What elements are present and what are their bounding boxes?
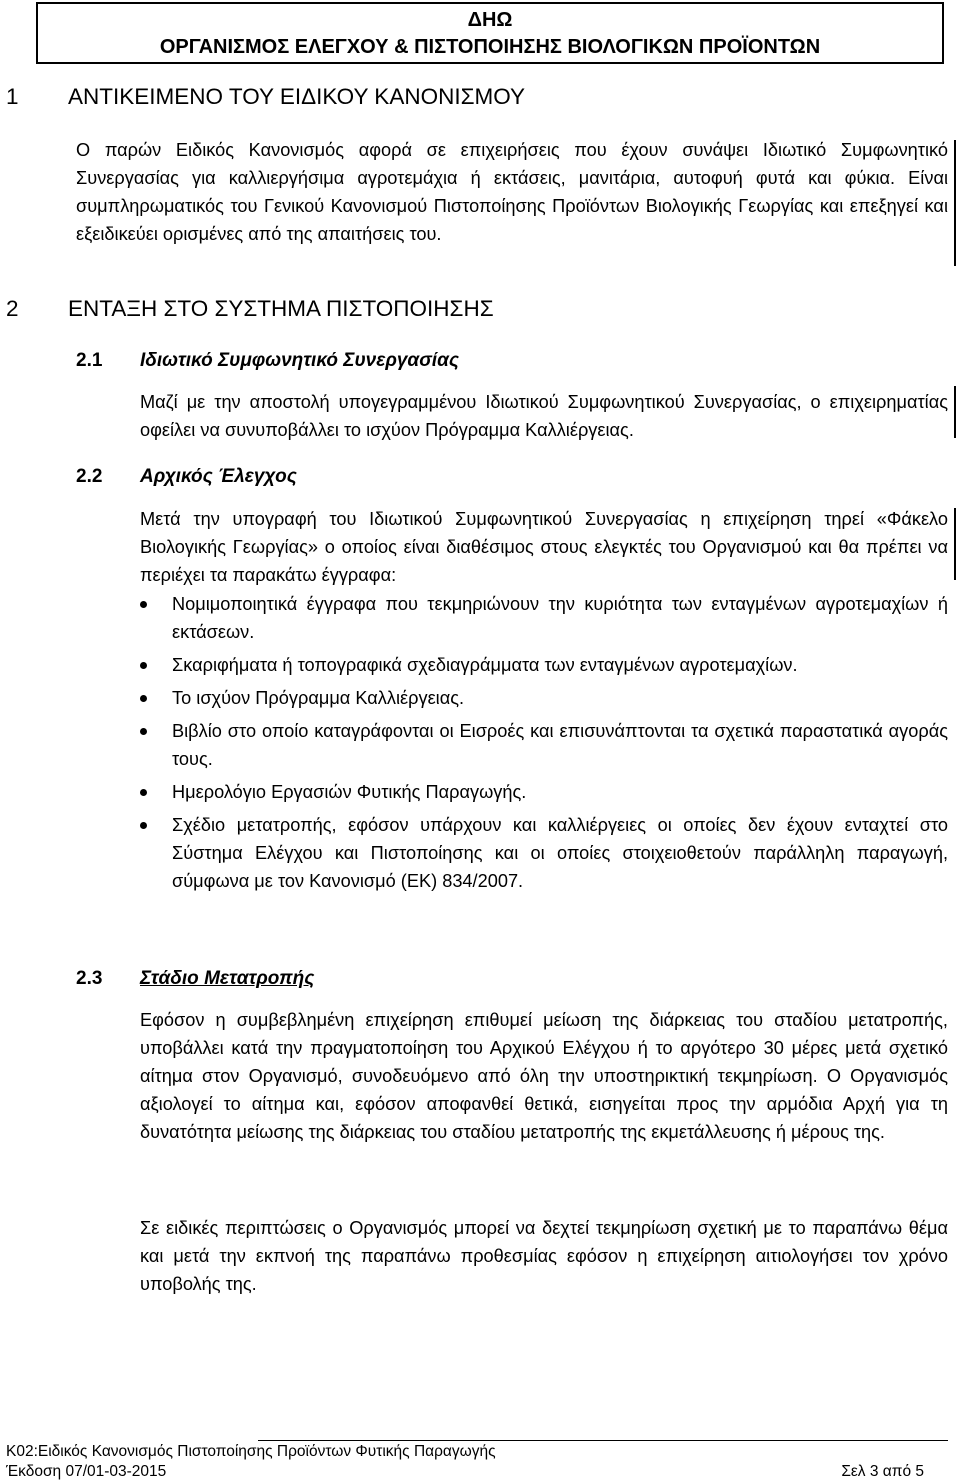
section-2-2-body: Μετά την υπογραφή του Ιδιωτικού Συμφωνητικού Συνεργασίας η επιχείρηση τηρεί «Φάκελο Βιολογικής Γεωργίας» ο οποίος είναι διαθέσιμος στους ελεγκτές του Οργανισμού και θα πρέπει να περιέχει τα παρακάτω έγγραφα: bbox=[140, 509, 948, 585]
section-2-1-title: Ιδιωτικό Συμφωνητικό Συνεργασίας bbox=[140, 350, 459, 371]
section-1-title: ΑΝΤΙΚΕΙΜΕΝΟ ΤΟΥ ΕΙΔΙΚΟΥ ΚΑΝΟΝΙΣΜΟΥ bbox=[68, 84, 526, 109]
section-1-body: Ο παρών Ειδικός Κανονισμός αφορά σε επιχειρήσεις που έχουν συνάψει Ιδιωτικό Συμφωνητικό Συνεργασίας για καλλιεργήσιμα αγροτεμάχια ή εκτάσεις, μανιτάρια, αυτοφυή φυτά και φύκια. Είναι συμπληρωματικός του Γενικού Κανονισμού Πιστοποίησης Προϊόντων Βιολογικής Γεωργίας και επεξηγεί και εξειδικεύει ορισμένες από της απαιτήσεις του. bbox=[76, 140, 948, 244]
header-organization: ΟΡΓΑΝΙΣΜΟΣ ΕΛΕΓΧΟΥ & ΠΙΣΤΟΠΟΙΗΣΗΣ ΒΙΟΛΟΓΙΚΩΝ ΠΡΟΪΟΝΤΩΝ bbox=[159, 36, 821, 58]
section-2-2-title: Αρχικός Έλεγχος bbox=[140, 466, 297, 487]
section-2-2-heading bbox=[76, 466, 297, 488]
section-2-2-number: 2.2 bbox=[76, 466, 103, 487]
footer-document-title: Κ02:Ειδικός Κανονισμός Πιστοποίησης Προϊόντων Φυτικής Παραγωγής bbox=[6, 1443, 496, 1460]
list-item: Βιβλίο στο οποίο καταγράφονται οι Εισροές και επισυνάπτονται τα σχετικά παραστατικά αγοράς τους. bbox=[140, 717, 948, 773]
section-2-1-number: 2.1 bbox=[76, 350, 103, 371]
section-2-1-heading bbox=[76, 350, 459, 372]
bullet-icon bbox=[140, 789, 147, 796]
section-1-number: 1 bbox=[6, 84, 19, 109]
list-item: Σχέδιο μετατροπής, εφόσον υπάρχουν και καλλιέργειες οι οποίες δεν έχουν ενταχτεί στο Σύστημα Ελέγχου και Πιστοποίησης και οι οποίες στοιχειοθετούν παράλληλη παραγωγή, σύμφωνα με τον Κανονισμό (ΕΚ) 834/2007. bbox=[140, 811, 948, 895]
section-2-3-number: 2.3 bbox=[76, 968, 103, 989]
footer-divider bbox=[258, 1440, 948, 1441]
header-abbreviation: ΔΗΩ bbox=[467, 9, 513, 31]
section-1-heading bbox=[6, 84, 525, 110]
footer-page-number: Σελ 3 από 5 bbox=[841, 1463, 924, 1480]
section-2-1-body: Μαζί με την αποστολή υπογεγραμμένου Ιδιωτικού Συμφωνητικού Συνεργασίας, ο επιχειρηματίας οφείλει να συνυποβάλλει το ισχύον Πρόγραμμα Καλλιέργειας. bbox=[140, 392, 948, 440]
section-2-3-title: Στάδιο Μετατροπής bbox=[140, 968, 315, 989]
bullet-icon bbox=[140, 728, 147, 735]
bullet-icon bbox=[140, 601, 147, 608]
section-2-3-heading bbox=[76, 968, 314, 990]
document-header bbox=[36, 2, 944, 64]
revision-bar bbox=[954, 508, 956, 580]
list-item: Το ισχύον Πρόγραμμα Καλλιέργειας. bbox=[140, 684, 948, 712]
footer-issue: Έκδοση 07/01-03-2015 bbox=[6, 1463, 167, 1480]
bullet-icon bbox=[140, 822, 147, 829]
list-item: Νομιμοποιητικά έγγραφα που τεκμηριώνουν την κυριότητα των ενταγμένων αγροτεμαχίων ή εκτάσεων. bbox=[140, 590, 948, 646]
section-2-heading bbox=[6, 296, 494, 322]
list-item: Σκαριφήματα ή τοπογραφικά σχεδιαγράμματα των ενταγμένων αγροτεμαχίων. bbox=[140, 651, 948, 679]
revision-bar bbox=[954, 140, 956, 266]
section-2-number: 2 bbox=[6, 296, 19, 321]
required-documents-list bbox=[140, 590, 948, 900]
section-2-3-body-exceptions: Σε ειδικές περιπτώσεις ο Οργανισμός μπορεί να δεχτεί τεκμηρίωση σχετική με το παραπάνω θέμα και μετά την εκπνοή της παραπάνω προθεσμίας εφόσον η επιχείρηση αιτιολογήσει τον χρόνο υποβολής της. bbox=[140, 1218, 948, 1294]
section-2-3-body: Εφόσον η συμβεβλημένη επιχείρηση επιθυμεί μείωση της διάρκειας του σταδίου μετατροπής, υποβάλλει κατά την πραγματοποίηση του Αρχικού Ελέγχου ή το αργότερο 30 μέρες μετά σχετικό αίτημα στον Οργανισμό, συνοδευόμενο από όλη την υποστηρικτική τεκμηρίωση. Ο Οργανισμός αξιολογεί το αίτημα και, εφόσον αποφανθεί θετικά, εισηγείται προς την αρμόδια Αρχή για τη δυνατότητα μείωσης της διάρκειας του σταδίου μετατροπής της εκμετάλλευσης ή μέρους της. bbox=[140, 1010, 948, 1142]
revision-bar bbox=[954, 386, 956, 438]
bullet-icon bbox=[140, 695, 147, 702]
section-2-title: ΕΝΤΑΞΗ ΣΤΟ ΣΥΣΤΗΜΑ ΠΙΣΤΟΠΟΙΗΣΗΣ bbox=[68, 296, 494, 321]
list-item: Ημερολόγιο Εργασιών Φυτικής Παραγωγής. bbox=[140, 778, 948, 806]
bullet-icon bbox=[140, 662, 147, 669]
